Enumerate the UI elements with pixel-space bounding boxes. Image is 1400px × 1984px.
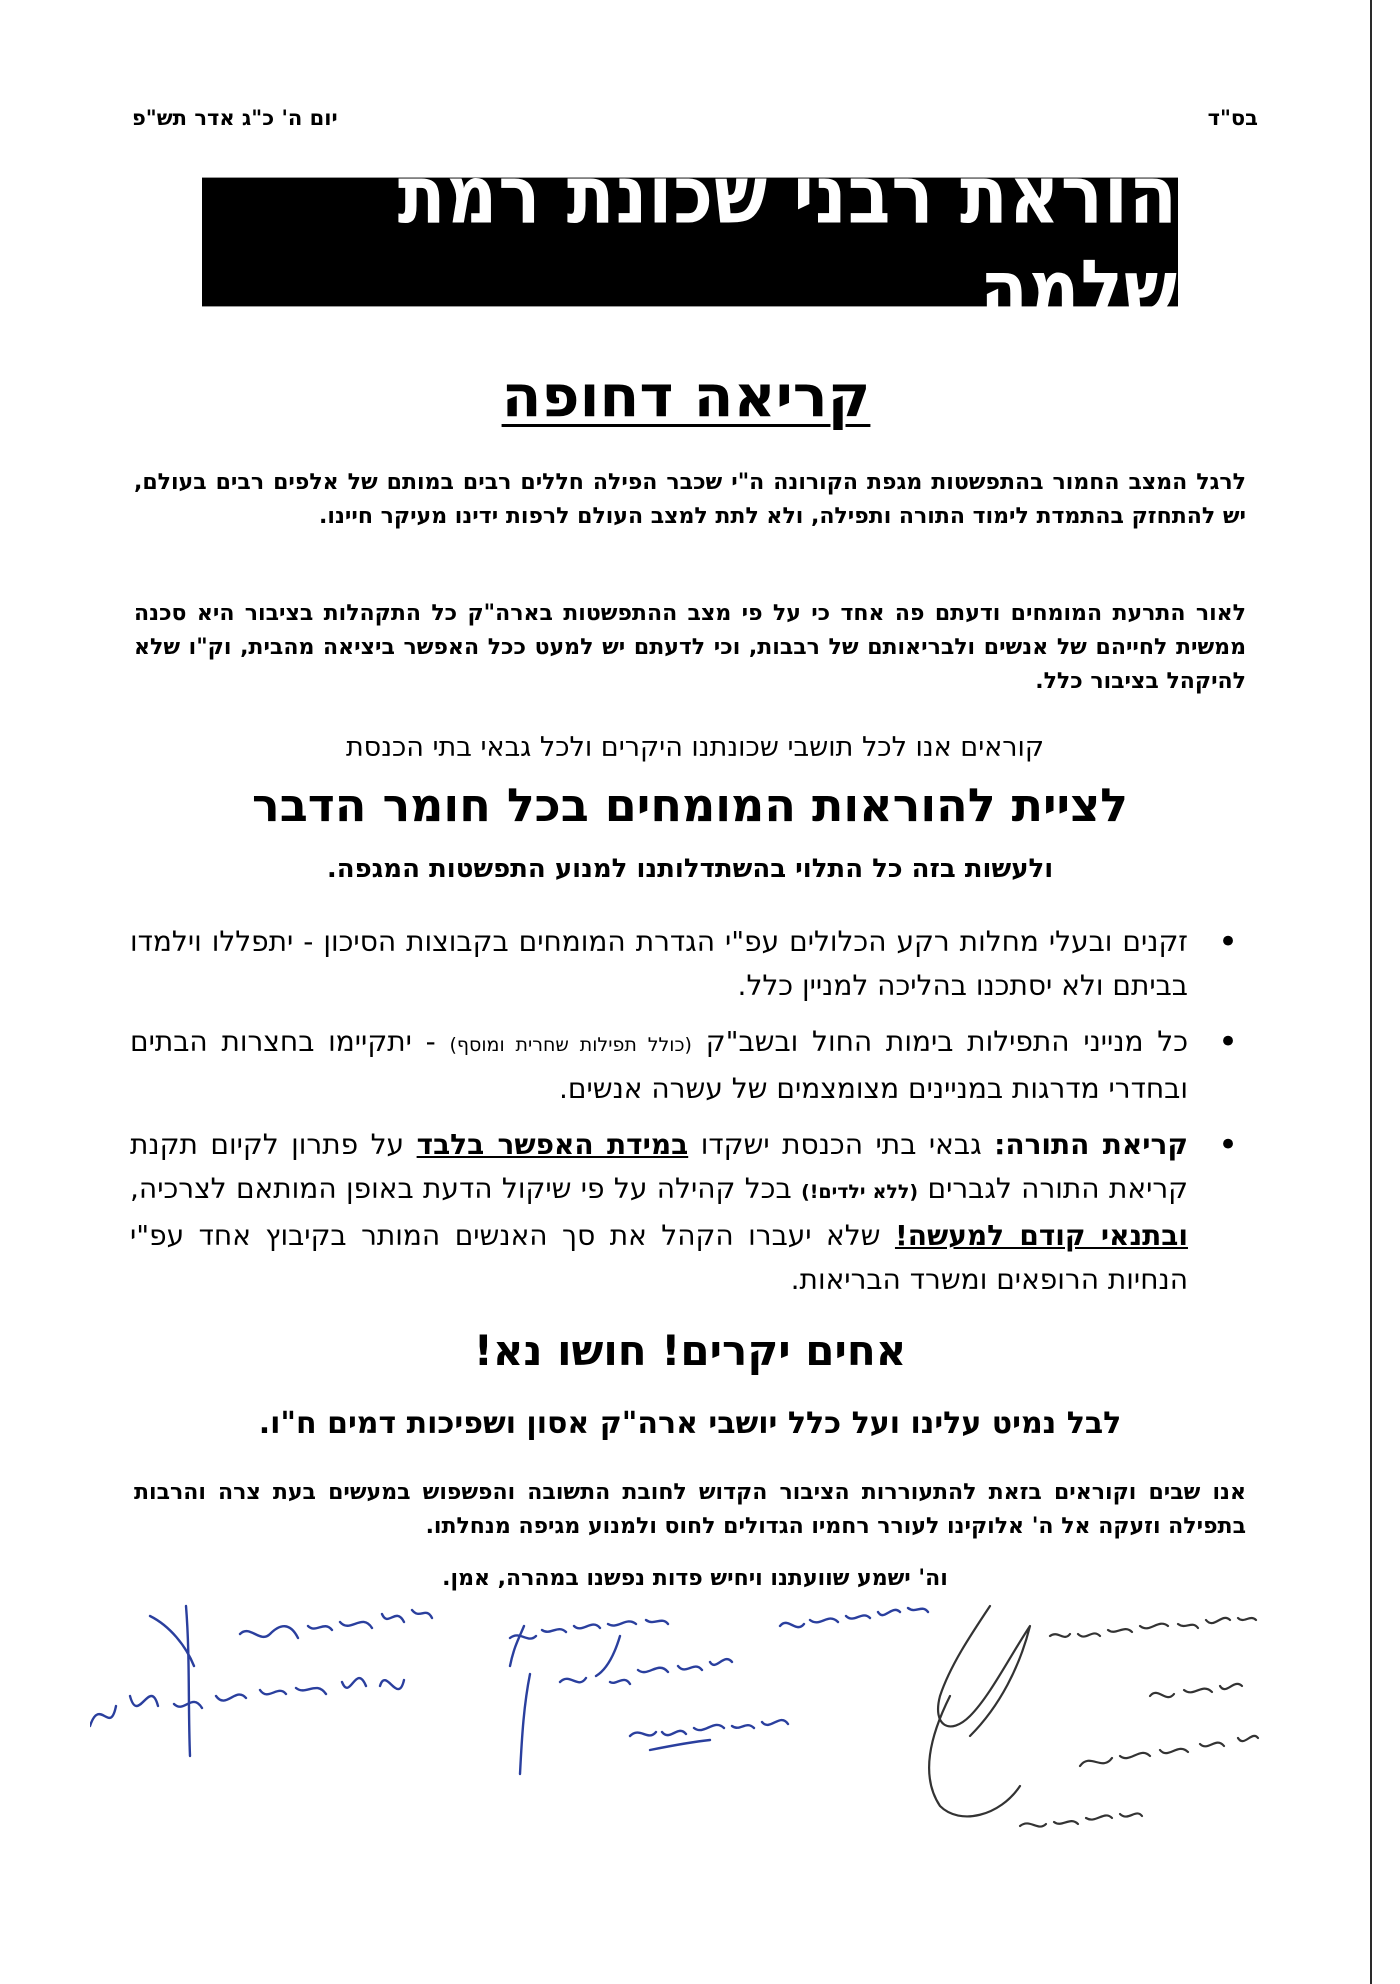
blessing-line: וה' ישמע שוועתנו ויחיש פדות נפשנו במהרה, אמן. [442,1566,948,1591]
instruction-subheading: ולעשות בזה כל התלוי בהשתדלותנו למנוע התפשטות המגפה. [326,854,1054,884]
list-item-text: שלא יעברו הקהל את סך האנשים המותר בקיבוץ אחד עפ"י הנחיות הרופאים ומשרד הבריאות. [130,1219,1188,1296]
signature-stroke [186,1606,190,1756]
signature-stroke [1050,1618,1256,1637]
warning-line: לבל נמיט עלינו ועל כלל יושבי ארה"ק אסון ושפיכות דמים ח"ו. [258,1406,1122,1441]
main-instruction-heading: לציית להוראות המומחים בכל חומר הדבר [252,778,1128,832]
bsd-mark: בס"ד [1207,106,1258,130]
list-item-text: בכל קהילה על פי שיקול הדעת באופן המותאם לצרכיה, [130,1172,792,1205]
title-banner [202,147,1178,337]
list-item-text: גבאי בתי הכנסת ישקדו [700,1128,982,1161]
instructions-list [130,920,1244,1314]
rabbis-signatures [90,1586,1320,1866]
list-item-emphasis: במידת האפשר בלבד [416,1128,689,1161]
signature-stroke [780,1608,928,1627]
signature-stroke [510,1620,668,1666]
closing-paragraph: אנו שבים וקוראים בזאת להתעוררות הציבור הקדוש לחובת התשובה והפשפוש במעשים בעת צרה והרבות בתפילה וזעקה אל ה' אלוקינו לעורר רחמיו הגדולים לחוס ולמנוע מגיפה מנחלתו. [134,1480,1246,1539]
list-item-note: (ללא ילדים!) [801,1181,919,1203]
list-item-note: (כולל תפילות שחרית ומוסף) [449,1034,692,1056]
signature-stroke [1080,1736,1258,1766]
list-item-elderly [130,920,1244,1008]
list-item-text: על פתרון לקיום תקנת קריאת התורה לגברים [130,1128,1189,1205]
list-item-emphasis: ובתנאי קודם למעשה! [894,1219,1188,1252]
list-item-torah-reading [130,1123,1244,1302]
list-item-text: כל מנייני התפילות בימות החול ובשב"ק [705,1025,1189,1058]
paragraph-experts: לאור התרעת המומחים ודעתם פה אחד כי על פי מצב ההתפשטות בארה"ק כל התקהלות בציבור היא סכנה ממשית לחייהם של אנשים ולבריאותם של רבבות, וכי לדעתם יש למעט ככל האפשר ביציאה מהבית, וק"ו שלא להיקהל בציבור כלל. [134,601,1246,694]
list-item-label: קריאת התורה: [994,1128,1189,1161]
callers-line: קוראים אנו לכל תושבי שכונתנו היקרים ולכל גבאי בתי הכנסת [345,732,1045,763]
paragraph-situation: לרגל המצב החמור בהתפשטות מגפת הקורונה ה"י שכבר הפילה חללים רבים במותם של אלפים רבים בעולם, יש להתחזק בהתמדת לימוד התורה ותפילה, ולא לתת למצב העולם לרפות ידינו מעיקר חיינו. [134,470,1246,529]
document-date: יום ה' כ"ג אדר תש"פ [132,106,338,130]
urgent-title: קריאה דחופה [501,362,871,430]
signature-stroke [630,1720,788,1750]
list-item-minyanim [130,1020,1244,1111]
signature-stroke [1020,1813,1142,1826]
list-item-text: - יתקיימו בחצרות הבתים ובחדרי מדרגות במניינים מצומצמים של עשרה אנשים. [130,1025,1188,1105]
signature-stroke [90,1678,404,1726]
list-item-text: זקנים ובעלי מחלות רקע הכלולים עפ"י הגדרת המומחים בקבוצות הסיכון - יתפללו וילמדו בביתם ולא יסתכנו בהליכה למניין כלל. [130,925,1188,1002]
signature-stroke [520,1636,732,1774]
banner-title: הוראת רבני שכונת רמת שלמה [397,147,1178,337]
urgent-heading [0,362,1372,430]
signature-stroke [929,1696,1020,1816]
signature-stroke [240,1610,432,1638]
signature-stroke [938,1606,1030,1736]
signature-stroke [1150,1684,1242,1697]
brothers-heading: אחים יקרים! חושו נא! [473,1326,907,1375]
